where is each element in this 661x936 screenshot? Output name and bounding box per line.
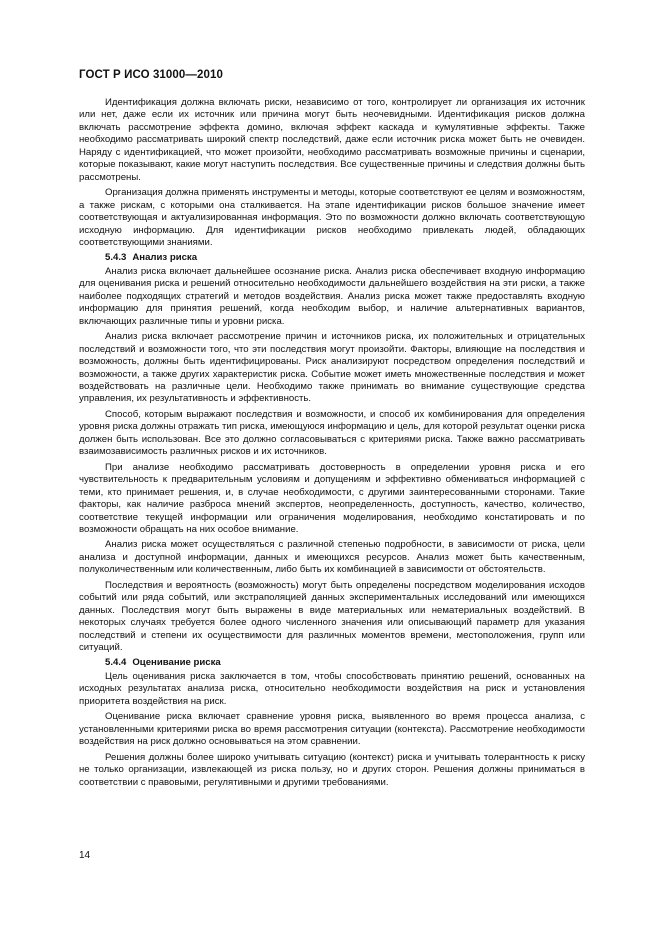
section-number: 5.4.4 bbox=[105, 657, 127, 669]
section-title: Оценивание риска bbox=[132, 657, 221, 669]
section-number: 5.4.3 bbox=[105, 252, 127, 264]
paragraph: Решения должны более широко учитывать ситуацию (контекст) риска и учитывать толерантность к риску не только организации, извлекающей из риска пользу, но и других сторон. Решения должны приниматься в соответствии с правовыми, регулятивными и другими требованиями. bbox=[79, 751, 585, 788]
paragraph: Оценивание риска включает сравнение уровня риска, выявленного во время процесса анализа, с установленными критериями риска во время рассмотрения ситуации (контекста). Рассмотрение необходимости воздействия на риск должно основываться на этом сравнении. bbox=[79, 711, 585, 748]
paragraph: Организация должна применять инструменты и методы, которые соответствуют ее целям и возможностям, а также рискам, с которыми она сталкивается. На этапе идентификации рисков большое значение имеет соответствующая и актуализированная информация. Это по возможности должно включать соответствующую исходную информацию. Для идентификации рисков необходимо привлекать людей, обладающих соответствующими знаниями. bbox=[79, 187, 585, 248]
section-title: Анализ риска bbox=[132, 252, 198, 264]
paragraph: Идентификация должна включать риски, независимо от того, контролирует ли организация их источник или нет, даже если их источник или причина могут быть неочевидными. Идентификация рисков должна включать рассмотрение эффекта домино, включая эффект каскада и кумулятивные эффекты. Также необходимо рассматривать широкий спектр последствий, даже если источник риска может быть не очевиден. Наряду с идентификацией, что может произойти, необходимо рассматривать возможные причины и сценарии, которые показывают, какие могут наступить последствия. Все существенные причины и следствия должны быть рассмотрены. bbox=[79, 97, 585, 183]
paragraph: Анализ риска может осуществляться с различной степенью подробности, в зависимости от риска, цели анализа и доступной информации, данных и имеющихся ресурсов. Анализ может быть качественным, полуколичественным или количественным, либо быть их комбинацией в зависимости от обстоятельств. bbox=[79, 539, 585, 576]
paragraph: Цель оценивания риска заключается в том, чтобы способствовать принятию решений, основанных на исходных результатах анализа риска, относительно необходимости воздействия на риск и установления приоритета воздействия на риск. bbox=[79, 670, 585, 707]
document-body bbox=[79, 97, 585, 792]
paragraph: При анализе необходимо рассматривать достоверность в определении уровня риска и его чувствительность к предварительным условиям и допущениям и эффективно обмениваться информацией с теми, кто принимает решения, и, в случае необходимости, с другими заинтересованными сторонами. Такие факторы, как наличие разброса мнений экспертов, неопределенность, доступность, качество, количество, соответствие текущей информации или ограничения моделирования, необходимо констатировать и по возможности обращать на них особое внимание. bbox=[79, 461, 585, 535]
paragraph: Анализ риска включает дальнейшее осознание риска. Анализ риска обеспечивает входную информацию для оценивания риска и решений относительно необходимости дальнейшего воздействия на эти риски, а также наиболее подходящих стратегий и методов воздействия. Анализ риска может также предоставлять входную информацию для принятия решений, когда необходим выбор, и наличие альтернативных вариантов, включающих различные типы и уровни риска. bbox=[79, 265, 585, 327]
paragraph: Способ, которым выражают последствия и возможности, и способ их комбинирования для определения уровня риска должны отражать тип риска, имеющуюся информацию и цель, для которой результат оценки риска должен быть использован. Все это должно согласовываться с критериями риска. Также важно рассматривать взаимозависимость различных рисков и их источников. bbox=[79, 408, 585, 458]
paragraph: Анализ риска включает рассмотрение причин и источников риска, их положительных и отрицательных последствий и возможности того, что эти последствия могут произойти. Факторы, влияющие на последствия и возможность, должны быть идентифицированы. Риск анализируют посредством определения последствий и возможности, а также других характеристик риска. Событие может иметь множественные последствия и может воздействовать на различные цели. Необходимо также принимать во внимание существующие средства управления, их результативность и эффективность. bbox=[79, 331, 585, 405]
section-heading-5-4-3 bbox=[79, 252, 585, 264]
section-heading-5-4-4 bbox=[79, 657, 585, 669]
document-header: ГОСТ Р ИСО 31000—2010 bbox=[79, 69, 224, 81]
paragraph: Последствия и вероятность (возможность) могут быть определены посредством моделирования исходов событий или ряда событий, или экстраполяцией данных экспериментальных исследований или имеющихся данных. Последствия могут быть выражены в виде материальных или нематериальных воздействий. В некоторых случаях требуется более одного численного значения или описывающий параметр для указания последствий и степени их осуществимости для различных моментов времени, местоположения, групп или ситуаций. bbox=[79, 579, 585, 654]
page-number: 14 bbox=[79, 850, 91, 861]
